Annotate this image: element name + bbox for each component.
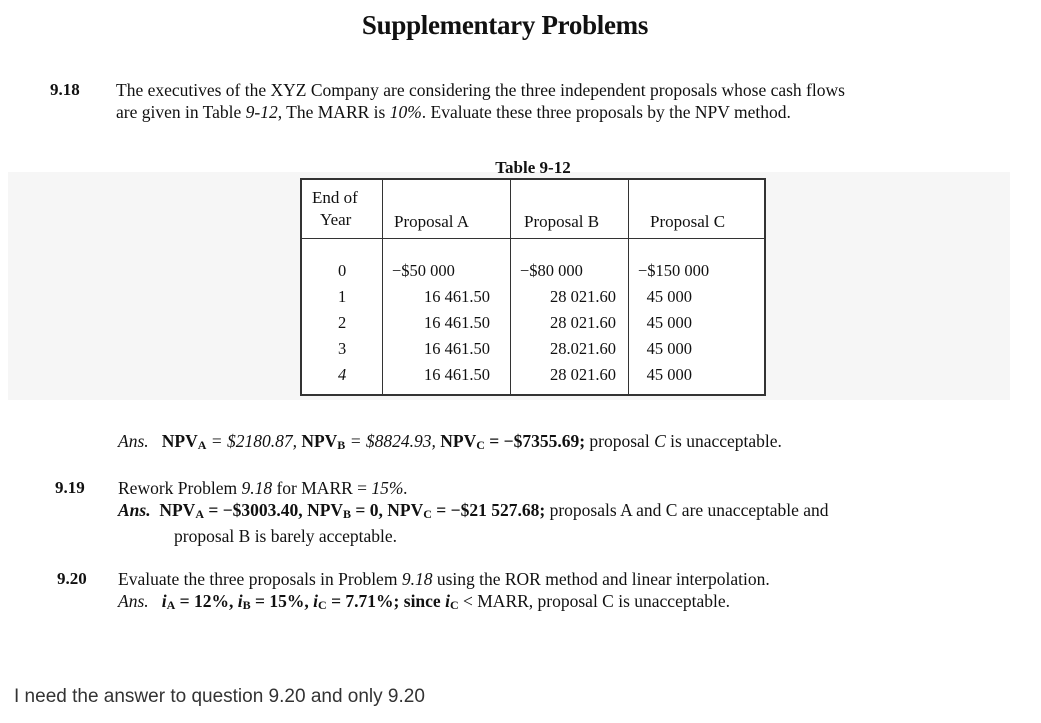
text: Rework Problem bbox=[118, 478, 242, 498]
text: , The MARR is bbox=[277, 102, 390, 122]
npv-a-value: = $2180.87, bbox=[206, 431, 302, 451]
text: is unacceptable. bbox=[665, 431, 782, 451]
cell-proposal-a: −$50 000 bbox=[392, 261, 455, 280]
cell-proposal-c: 45 000 bbox=[646, 365, 692, 384]
table-caption: Table 9-12 bbox=[495, 158, 571, 177]
ror-c-value: = 7.71%; since bbox=[326, 591, 446, 611]
i-symbol: i bbox=[161, 591, 167, 611]
subscript: C bbox=[476, 438, 485, 452]
marr-value: 10% bbox=[389, 102, 422, 122]
problem-9-19-answer bbox=[118, 499, 998, 525]
problem-9-19-line3: proposal B is barely acceptable. bbox=[174, 526, 398, 546]
header-divider bbox=[302, 238, 764, 239]
cell-proposal-a: 16 461.50 bbox=[424, 287, 490, 306]
problem-9-18-line1: The executives of the XYZ Company are considering the three independent proposals whose cash flows bbox=[116, 80, 845, 100]
subscript: C bbox=[423, 507, 432, 521]
text: Evaluate the three proposals in Problem bbox=[118, 569, 402, 589]
table-ref: 9-12 bbox=[245, 102, 278, 122]
cell-proposal-c: 45 000 bbox=[646, 313, 692, 332]
ror-b-value: = 15%, bbox=[250, 591, 314, 611]
subscript: B bbox=[337, 438, 346, 452]
problem-9-19-line1 bbox=[118, 477, 998, 499]
subscript: A bbox=[166, 598, 176, 612]
text: proposals A and C are unacceptable and bbox=[545, 500, 829, 520]
text: for MARR = bbox=[272, 478, 372, 498]
problem-9-20-answer bbox=[118, 590, 998, 616]
problem-ref: 9.18 bbox=[241, 478, 273, 498]
subscript: B bbox=[343, 507, 352, 521]
subscript: C bbox=[449, 598, 459, 612]
npv-label: NPV bbox=[307, 500, 344, 520]
text: using the ROR method and linear interpolation. bbox=[432, 569, 770, 589]
ror-a-value: = 12%, bbox=[175, 591, 238, 611]
answer-9-18 bbox=[118, 430, 998, 456]
cell-proposal-b: 28 021.60 bbox=[550, 365, 616, 384]
cell-proposal-a: 16 461.50 bbox=[424, 339, 490, 358]
cell-proposal-a: 16 461.50 bbox=[424, 365, 490, 384]
col-divider bbox=[510, 180, 511, 394]
cash-flow-table bbox=[300, 178, 766, 396]
problem-number-9-18: 9.18 bbox=[50, 80, 80, 99]
header-year: Year bbox=[320, 210, 352, 229]
npv-label: NPV bbox=[301, 431, 338, 451]
ans-label: Ans. bbox=[118, 500, 151, 520]
header-end-of: End of bbox=[312, 188, 358, 207]
text: C bbox=[654, 431, 666, 451]
cell-year: 3 bbox=[338, 339, 347, 358]
problem-number-9-20: 9.20 bbox=[57, 569, 87, 588]
npv-label: NPV bbox=[161, 431, 198, 451]
problem-number-9-19: 9.19 bbox=[55, 478, 85, 497]
col-divider bbox=[382, 180, 383, 394]
marr-value: 15%. bbox=[371, 478, 408, 498]
ans-label: Ans. bbox=[118, 431, 149, 451]
header-proposal-c: Proposal C bbox=[650, 212, 726, 231]
col-divider bbox=[628, 180, 629, 394]
user-question: I need the answer to question 9.20 and only 9.20 bbox=[14, 686, 425, 707]
page-title: Supplementary Problems bbox=[361, 10, 649, 40]
i-symbol: i bbox=[445, 591, 450, 611]
problem-9-20-line1 bbox=[118, 568, 998, 590]
subscript: A bbox=[195, 507, 204, 521]
npv-label: NPV bbox=[440, 431, 477, 451]
problem-ref: 9.18 bbox=[401, 569, 433, 589]
ans-label: Ans. bbox=[118, 591, 149, 611]
npv-b-value: = $8824.93, bbox=[345, 431, 441, 451]
i-symbol: i bbox=[237, 591, 243, 611]
npv-label: NPV bbox=[387, 500, 424, 520]
cell-proposal-b: 28.021.60 bbox=[550, 339, 616, 358]
cell-proposal-c: 45 000 bbox=[646, 287, 692, 306]
text: < MARR, proposal C is unacceptable. bbox=[458, 591, 730, 611]
header-proposal-a: Proposal A bbox=[394, 212, 470, 231]
npv-c-value: = −$21 527.68; bbox=[431, 500, 546, 520]
cell-proposal-c: −$150 000 bbox=[638, 261, 710, 280]
cell-year: 0 bbox=[338, 261, 347, 280]
npv-a-value: = −$3003.40, bbox=[203, 500, 308, 520]
cell-proposal-b: −$80 000 bbox=[520, 261, 583, 280]
problem-9-18-text bbox=[116, 79, 996, 123]
npv-b-value: = 0, bbox=[351, 500, 388, 520]
cell-proposal-b: 28 021.60 bbox=[550, 313, 616, 332]
text: proposal bbox=[585, 431, 655, 451]
cell-proposal-b: 28 021.60 bbox=[550, 287, 616, 306]
text: . Evaluate these three proposals by the NPV method. bbox=[421, 102, 791, 122]
cell-proposal-a: 16 461.50 bbox=[424, 313, 490, 332]
cell-proposal-c: 45 000 bbox=[646, 339, 692, 358]
cell-year: 4 bbox=[338, 365, 347, 384]
cell-year: 2 bbox=[338, 313, 347, 332]
header-proposal-b: Proposal B bbox=[524, 212, 600, 231]
problem-9-19-text bbox=[118, 477, 998, 547]
cell-year: 1 bbox=[338, 287, 347, 306]
subscript: C bbox=[318, 598, 327, 612]
i-symbol: i bbox=[313, 591, 319, 611]
problem-9-20-text bbox=[118, 568, 998, 616]
problem-9-18-line2 bbox=[116, 101, 996, 123]
subscript: B bbox=[242, 598, 251, 612]
subscript: A bbox=[197, 438, 207, 452]
text: are given in Table bbox=[116, 102, 246, 122]
npv-label: NPV bbox=[159, 500, 196, 520]
npv-c-value: = −$7355.69; bbox=[484, 431, 586, 451]
